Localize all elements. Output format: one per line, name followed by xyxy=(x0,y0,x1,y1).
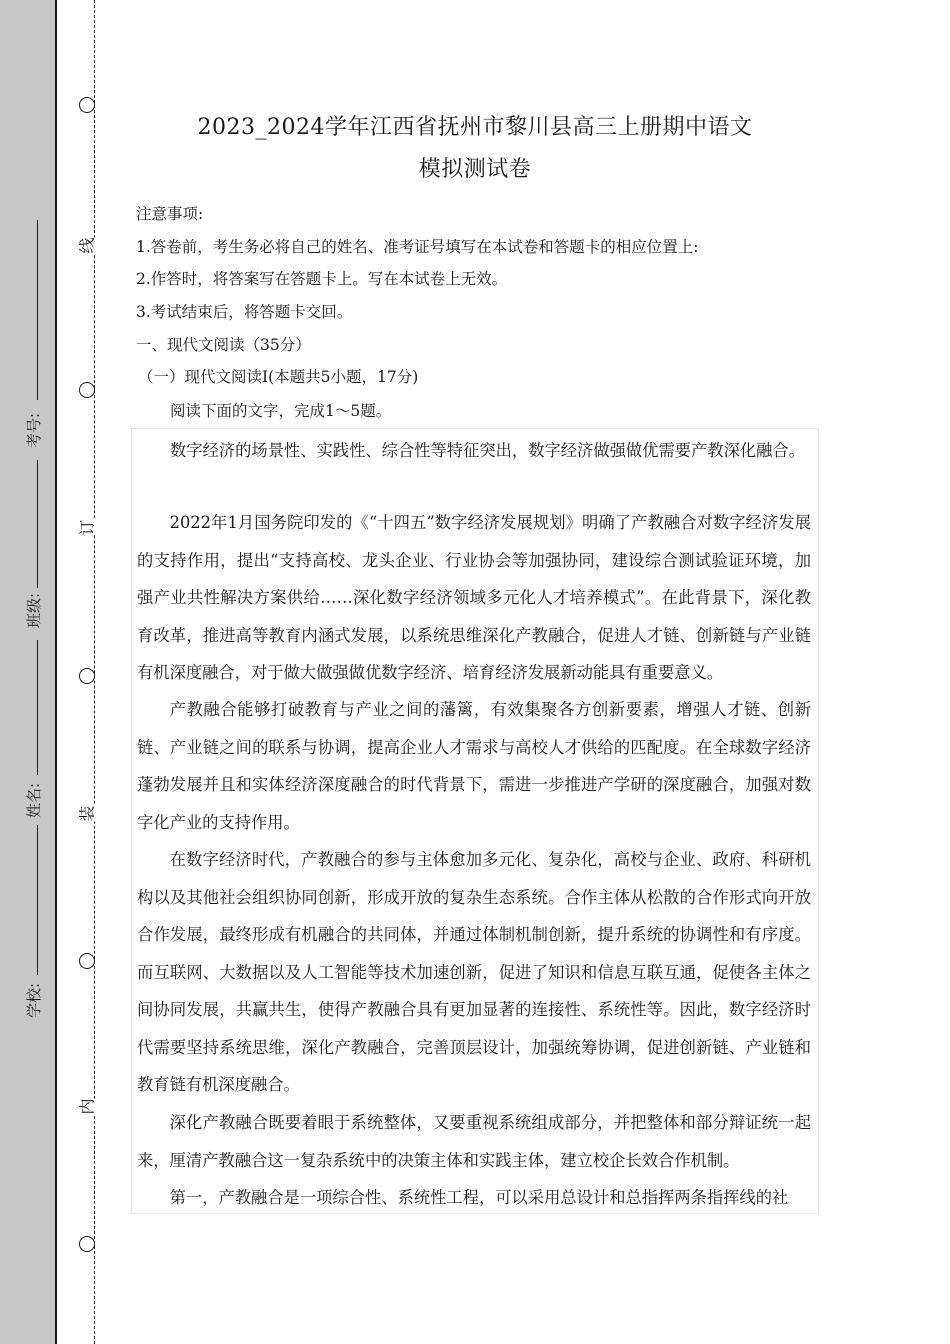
binding-hole-icon xyxy=(79,97,95,113)
passage-paragraph: 深化产教融合既要着眼于系统整体，又要重视系统组成部分，并把整体和部分辩证统一起来，厘清产教融合这一复杂系统中的决策主体和实践主体，建立校企长效合作机制。 xyxy=(137,1113,811,1170)
exam-number-field[interactable] xyxy=(37,220,38,400)
exam-number-label: 考号: xyxy=(25,412,44,449)
passage-paragraph: 在数字经济时代，产教融合的参与主体愈加多元化、复杂化，高校与企业、政府、科研机构以及其他社会组织协同创新，形成开放的复杂生态系统。合作主体从松散的合作形式向开放合作发展，最终形成有机融合的共同体，并通过体制机制创新，提升系统的协调性和有序度。而互联网、大数据以及人工智能等技术加速创新，促进了知识和信息互联互通，促使各主体之间协同发展，共赢共生，使得产教融合具有更加显著的连接性、系统性等。因此，数字经济时代需要坚持系统思维，深化产教融合，完善顶层设计，加强统筹协调，促进创新链、产业链和教育链有机深度融合。 xyxy=(137,850,811,1094)
binding-hole-icon xyxy=(79,953,95,969)
exam-title: 2023_2024学年江西省抚州市黎川县高三上册期中语文 xyxy=(197,115,753,140)
notes-item: 1.答卷前，考生务必将自己的姓名、准考证号填写在本试卷和答题卡的相应位置上: xyxy=(136,238,699,256)
school-label: 学校: xyxy=(25,982,44,1019)
cut-mark-zhuang: 装 xyxy=(73,805,100,821)
notes-item: 2.作答时，将答案写在答题卡上。写在本试卷上无效。 xyxy=(136,270,508,288)
binding-hole-icon xyxy=(79,382,95,398)
cut-mark-nei: 内 xyxy=(73,1098,100,1114)
school-field[interactable] xyxy=(37,825,38,975)
passage-paragraph: 产教融合能够打破教育与产业之间的藩篱，有效集聚各方创新要素，增强人才链、创新链、产业链之间的联系与协调，提高企业人才需求与高校人才供给的匹配度。在全球数字经济蓬勃发展并且和实体经济深度融合的时代背景下，需进一步推进产学研的深度融合，加强对数字化产业的支持作用。 xyxy=(137,700,811,832)
notes-heading: 注意事项: xyxy=(136,205,204,223)
reading-instruction: 阅读下面的文字，完成1～5题。 xyxy=(170,402,392,420)
section-heading: 一、现代文阅读（35分） xyxy=(136,336,311,354)
name-field[interactable] xyxy=(37,640,38,775)
passage-paragraph: 第一，产教融合是一项综合性、系统性工程，可以采用总设计和总指挥两条指挥线的社 xyxy=(169,1188,789,1207)
binding-hole-icon xyxy=(79,1236,95,1252)
binding-strip xyxy=(0,0,57,1344)
class-field[interactable] xyxy=(37,460,38,588)
cut-mark-xian: 线 xyxy=(73,237,100,253)
notes-item: 3.考试结束后，将答题卡交回。 xyxy=(136,303,353,321)
name-label: 姓名: xyxy=(25,782,44,819)
passage-paragraph: 2022年1月国务院印发的《“十四五”数字经济发展规划》明确了产教融合对数字经济发展的支持作用，提出“支持高校、龙头企业、行业协会等加强协同，建设综合测试验证环境，加强产业共性解决方案供给……深化数字经济领域多元化人才培养模式”。在此背景下，深化教育改革，推进高等教育内涵式发展，以系统思维深化产教融合，促进人才链、创新链与产业链有机深度融合，对于做大做强做优数字经济、培育经济发展新动能具有重要意义。 xyxy=(137,513,811,682)
binding-hole-icon xyxy=(79,668,95,684)
class-label: 班级: xyxy=(25,592,44,629)
exam-subtitle: 模拟测试卷 xyxy=(418,157,532,182)
cut-mark-ding: 订 xyxy=(73,519,100,535)
section-subheading: （一）现代文阅读Ⅰ(本题共5小题，17分) xyxy=(138,368,419,386)
passage-lead: 数字经济的场景性、实践性、综合性等特征突出，数字经济做强做优需要产教深化融合。 xyxy=(170,441,805,460)
